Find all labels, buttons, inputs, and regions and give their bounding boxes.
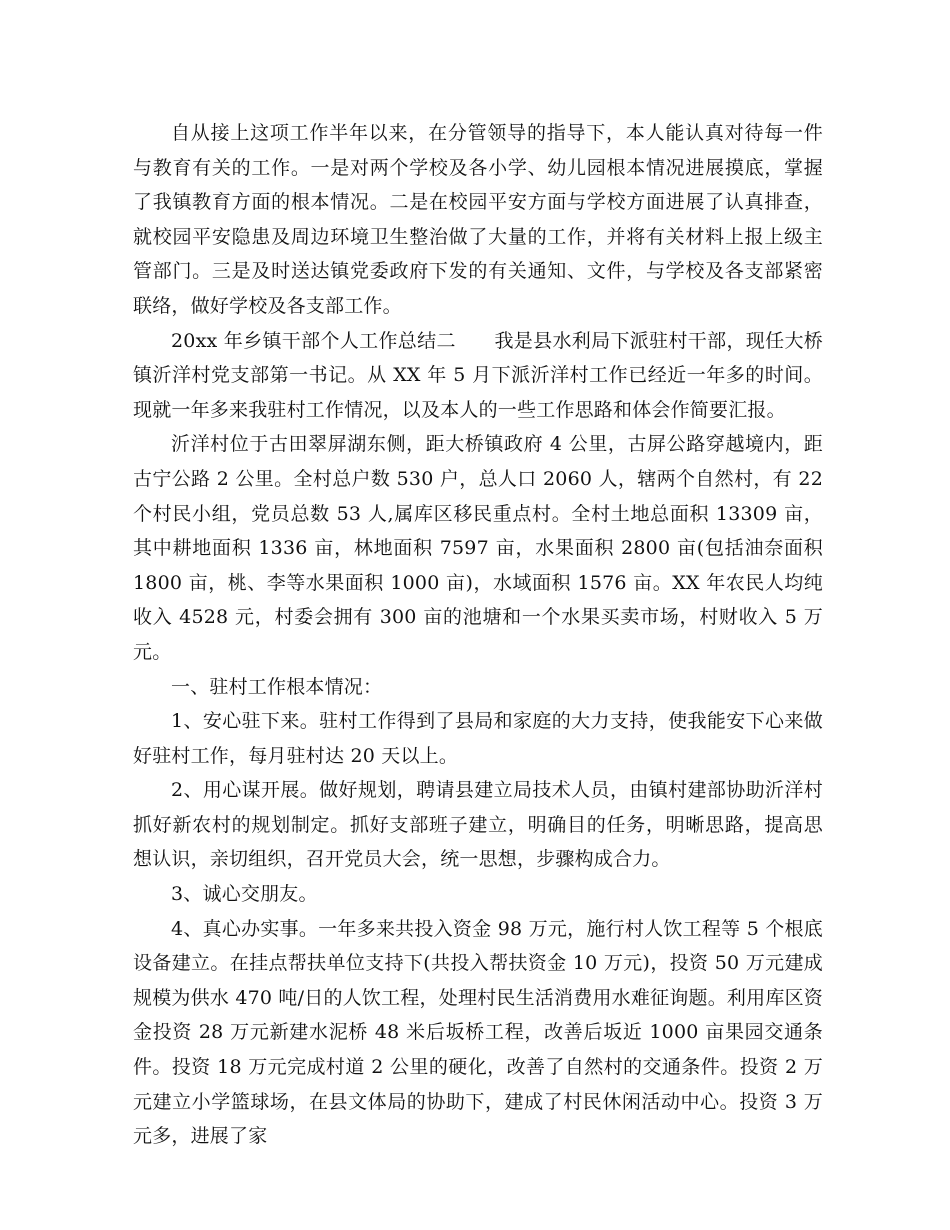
paragraph-item-1: 1、安心驻下来。驻村工作得到了县局和家庭的大力支持，使我能安下心来做好驻村工作，每月驻村达 20 天以上。 [133, 710, 823, 767]
paragraph-item-2: 2、用心谋开展。做好规划，聘请县建立局技术人员，由镇村建部协助沂洋村抓好新农村的规划制定。抓好支部班子建立，明确目的任务，明晰思路，提高思想认识，亲切组织，召开党员大会，统一思想，步骤构成合力。 [133, 779, 823, 871]
paragraph-summary-intro: 20xx 年乡镇干部个人工作总结二 我是县水利局下派驻村干部，现任大桥镇沂洋村党支部第一书记。从 XX 年 5 月下派沂洋村工作已经近一年多的时间。现就一年多来我驻村工作情况，以及本人的一些工作思路和体会作简要汇报。 [133, 329, 823, 421]
paragraph-item-4: 4、真心办实事。一年多来共投入资金 98 万元，施行村人饮工程等 5 个根底设备建立。在挂点帮扶单位支持下(共投入帮扶资金 10 万元)，投资 50 万元建成规模为供水 470 吨/日的人饮工程，处理村民生活消费用水难征询题。利用库区资金投资 28 万元新建水泥桥 48 米后坂桥工程，改善后坂近 1000 亩果园交通条件。投资 18 万元完成村道 2 公里的硬化，改善了自然村的交通条件。投资 2 万元建立小学篮球场，在县文体局的协助下，建成了村民休闲活动中心。投资 3 万元多，进展了家 [133, 917, 823, 1148]
document-body [133, 116, 823, 1154]
section-heading-basic-situation: 一、驻村工作根本情况： [171, 675, 383, 698]
paragraph-village-overview: 沂洋村位于古田翠屏湖东侧，距大桥镇政府 4 公里，古屏公路穿越境内，距古宁公路 2 公里。全村总户数 530 户，总人口 2060 人，辖两个自然村，有 22 个村民小组，党员总数 53 人,属库区移民重点村。全村土地总面积 13309 亩，其中耕地面积 1336 亩，林地面积 7597 亩，水果面积 2800 亩(包括油奈面积 1800 亩，桃、李等水果面积 1000 亩)，水域面积 1576 亩。XX 年农民人均纯收入 4528 元，村委会拥有 300 亩的池塘和一个水果买卖市场，村财收入 5 万元。 [133, 433, 823, 663]
paragraph-education-work: 自从接上这项工作半年以来，在分管领导的指导下，本人能认真对待每一件与教育有关的工作。一是对两个学校及各小学、幼儿园根本情况进展摸底，掌握了我镇教育方面的根本情况。二是在校园平安方面与学校方面进展了认真排查，就校园平安隐患及周边环境卫生整治做了大量的工作，并将有关材料上报上级主管部门。三是及时送达镇党委政府下发的有关通知、文件，与学校及各支部紧密联络，做好学校及各支部工作。 [133, 122, 823, 317]
paragraph-item-3: 3、诚心交朋友。 [171, 883, 318, 906]
